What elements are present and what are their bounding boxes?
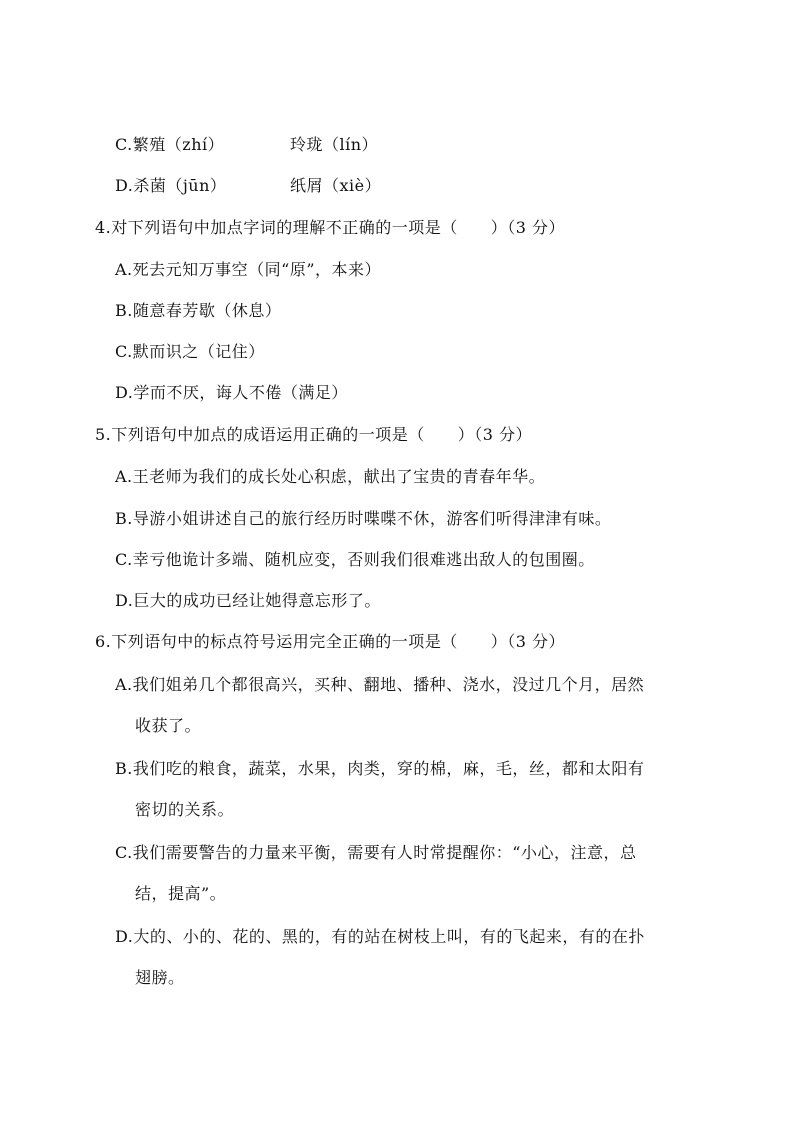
q5-stem: 5.下列语句中加点的成语运用正确的一项是（ ）（3 分） (95, 425, 533, 444)
q3-option-row (115, 176, 515, 196)
q6-option-b: B.我们吃的粮食，蔬菜，水果，肉类，穿的棉，麻，毛，丝，都和太阳有 (115, 759, 645, 778)
q3-option-row (115, 135, 515, 155)
q4-stem: 4.对下列语句中加点字词的理解不正确的一项是（ ）（3 分） (95, 218, 566, 237)
q4-option-a: A.死去元知万事空（同“原”，本来） (115, 260, 382, 279)
q6-option-d: D.大的、小的、花的、黑的，有的站在树枝上叫，有的飞起来，有的在扑 (115, 927, 645, 946)
q6-option-a: A.我们姐弟几个都很高兴，买种、翻地、播种、浇水，没过几个月，居然 (115, 675, 645, 694)
q4-option-b: B.随意春芳歇（休息） (115, 301, 282, 320)
q5-option-c: C.幸亏他诡计多端、随机应变，否则我们很难逃出敌人的包围圈。 (115, 550, 595, 569)
q6-option-c-cont: 结，提高”。 (135, 884, 227, 903)
q4-option-c: C.默而识之（记住） (115, 342, 265, 361)
q3-option-c-pair: 玲珑（lín） (290, 135, 379, 154)
q5-option-a: A.王老师为我们的成长处心积虑，献出了宝贵的青春年华。 (115, 467, 546, 486)
q6-option-c: C.我们需要警告的力量来平衡，需要有人时常提醒你：“小心，注意，总 (115, 843, 637, 862)
q3-option-c: C.繁殖（zhí） (115, 135, 225, 154)
q6-stem: 6.下列语句中的标点符号运用完全正确的一项是（ ）（3 分） (95, 632, 566, 651)
q6-option-d-cont: 翅膀。 (135, 968, 185, 987)
q6-option-b-cont: 密切的关系。 (135, 800, 235, 819)
q4-option-d: D.学而不厌，诲人不倦（满足） (115, 383, 348, 402)
q3-option-d-pair: 纸屑（xiè） (290, 176, 382, 195)
q5-option-d: D.巨大的成功已经让她得意忘形了。 (115, 591, 381, 610)
q3-option-d: D.杀菌（jūn） (115, 176, 227, 195)
q5-option-b: B.导游小姐讲述自己的旅行经历时喋喋不休，游客们听得津津有味。 (115, 509, 612, 528)
q6-option-a-cont: 收获了。 (135, 716, 202, 735)
